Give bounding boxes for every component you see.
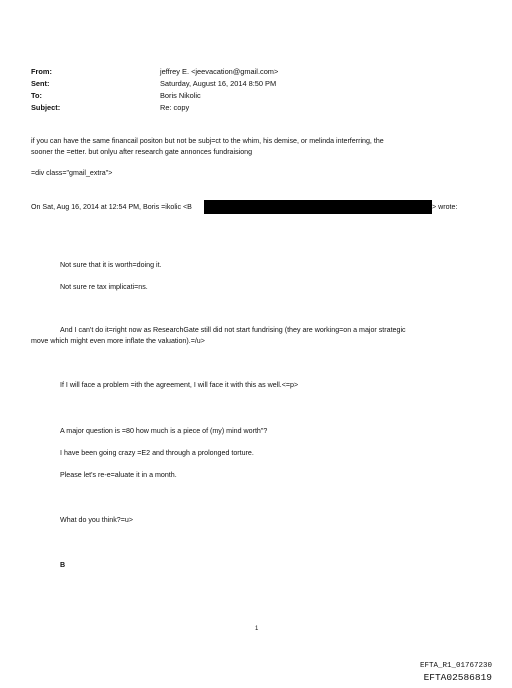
div-class-line: =div class="gmail_extra"> <box>31 169 113 177</box>
to-value: Boris Nikolic <box>160 91 201 100</box>
redaction-bar <box>204 200 432 214</box>
reply-line-2: sooner the =etter. but onlyu after research gate annonces fundraisiong <box>31 148 253 156</box>
quoted-para-line-2: move which might even more inflate the valuation).=/u> <box>31 337 205 345</box>
quoted-line-think: What do you think?=u> <box>60 516 133 524</box>
quoted-para-line-1: And I can't do it=right now as ResearchGate still did not start fundrising (they are working=on a major strategic <box>60 326 406 334</box>
reply-line-1: if you can have the same financail positon but not be subj=ct to the whim, his demise, or melinda interferring, the <box>31 137 384 145</box>
quoted-line-worth: Not sure that it is worth=doing it. <box>60 261 162 269</box>
sent-value: Saturday, August 16, 2014 8:50 PM <box>160 79 277 88</box>
page-number: 1 <box>255 626 259 632</box>
quote-attribution: On Sat, Aug 16, 2014 at 12:54 PM, Boris =ikolic <B <box>31 203 192 211</box>
quote-attribution-suffix: > wrote: <box>432 203 458 211</box>
quoted-line-question: A major question is =80 how much is a piece of (my) mind worth"? <box>60 427 268 435</box>
quoted-line-agreement: If I will face a problem =ith the agreement, I will face it with this as well.<=p> <box>60 381 299 389</box>
subject-label: Subject: <box>31 103 61 112</box>
bates-stamp-line-1: EFTA_R1_01767230 <box>419 662 492 670</box>
quoted-line-reevaluate: Please let's re-e=aluate it in a month. <box>60 471 177 479</box>
subject-value: Re: copy <box>160 103 190 112</box>
quoted-line-crazy: I have been going crazy =E2 and through a prolonged torture. <box>60 449 254 457</box>
signoff: B <box>60 561 66 569</box>
from-value: jeffrey E. <jeevacation@gmail.com> <box>160 67 279 76</box>
bates-stamp-line-2: EFTA02586819 <box>423 672 492 683</box>
from-label: From: <box>31 67 52 76</box>
sent-label: Sent: <box>31 79 50 88</box>
quoted-line-tax: Not sure re tax implicati=ns. <box>60 283 148 291</box>
to-label: To: <box>31 91 42 100</box>
